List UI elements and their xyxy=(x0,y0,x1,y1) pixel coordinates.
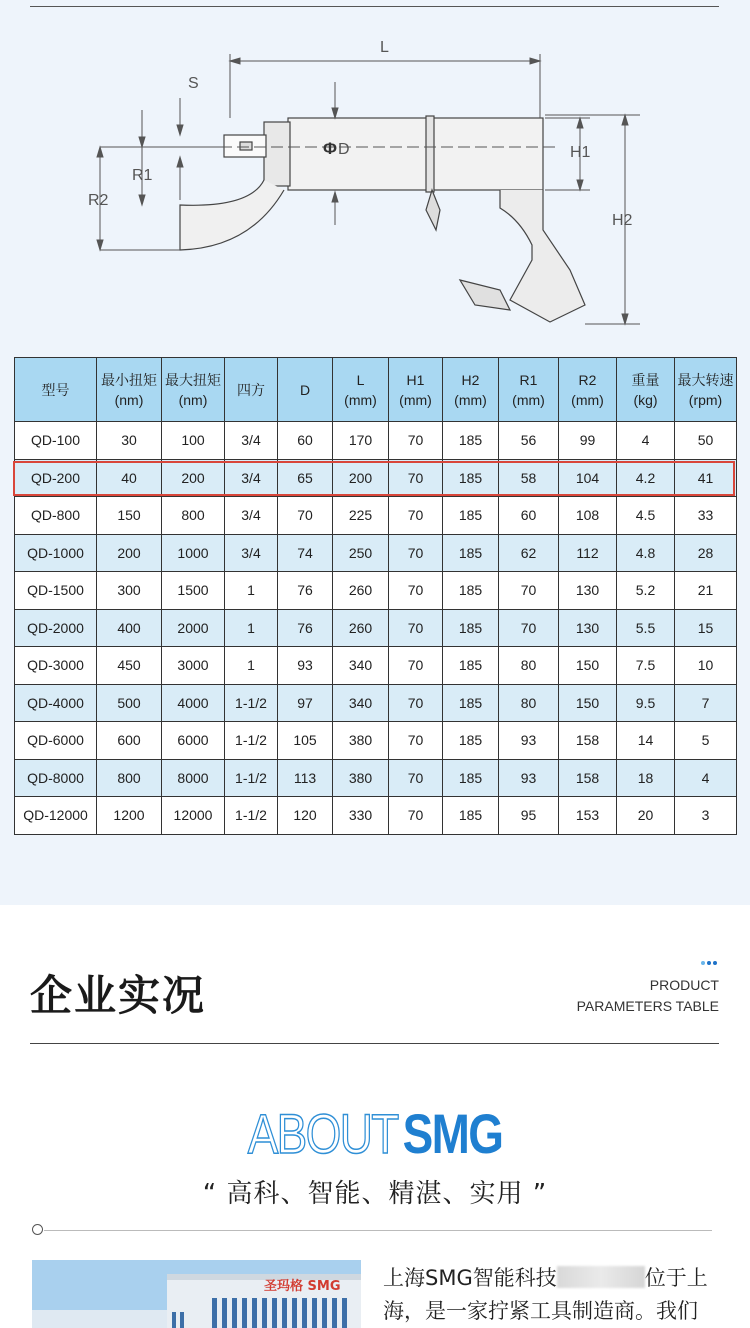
table-cell: 4000 xyxy=(162,684,225,722)
table-cell: 170 xyxy=(333,422,389,460)
table-cell: 130 xyxy=(559,572,617,610)
table-cell: 65 xyxy=(278,459,333,497)
table-cell: 112 xyxy=(559,534,617,572)
table-row xyxy=(15,534,737,572)
dim-label-R2: R2 xyxy=(88,192,109,209)
column-header-line: (rpm) xyxy=(688,391,723,408)
column-header-line: (mm) xyxy=(399,391,432,408)
model-cell: QD-100 xyxy=(15,422,97,460)
table-cell: 80 xyxy=(499,684,559,722)
table-row xyxy=(15,797,737,835)
dim-label-H1: H1 xyxy=(570,144,591,161)
table-cell: 4 xyxy=(617,422,675,460)
table-cell: 400 xyxy=(97,609,162,647)
table-cell: 10 xyxy=(675,647,737,685)
table-cell: 70 xyxy=(389,534,443,572)
table-cell: 93 xyxy=(278,647,333,685)
table-cell: 600 xyxy=(97,722,162,760)
column-header-line: (mm) xyxy=(454,391,487,408)
table-cell: 340 xyxy=(333,684,389,722)
column-header-line: 最大扭矩 xyxy=(165,371,221,388)
column-header-line: L xyxy=(356,371,365,388)
table-cell: 70 xyxy=(389,722,443,760)
table-cell: 50 xyxy=(675,422,737,460)
table-cell: 185 xyxy=(443,534,499,572)
column-header-line: R2 xyxy=(578,371,597,388)
table-cell: 225 xyxy=(333,497,389,535)
column-header-line: 型号 xyxy=(41,381,70,398)
column-header xyxy=(97,358,162,422)
table-cell: 260 xyxy=(333,572,389,610)
table-cell: 1 xyxy=(225,572,278,610)
dim-label-S: S xyxy=(188,75,199,92)
dim-label-phi: Φ xyxy=(323,139,337,158)
table-cell: 340 xyxy=(333,647,389,685)
model-cell: QD-2000 xyxy=(15,609,97,647)
column-header xyxy=(443,358,499,422)
table-cell: 260 xyxy=(333,609,389,647)
table-cell: 3000 xyxy=(162,647,225,685)
table-cell: 153 xyxy=(559,797,617,835)
table-cell: 130 xyxy=(559,609,617,647)
table-cell: 500 xyxy=(97,684,162,722)
model-cell: QD-1500 xyxy=(15,572,97,610)
table-cell: 80 xyxy=(499,647,559,685)
circle-icon xyxy=(32,1224,43,1235)
table-cell: 185 xyxy=(443,459,499,497)
table-cell: 95 xyxy=(499,797,559,835)
table-cell: 158 xyxy=(559,722,617,760)
table-cell: 108 xyxy=(559,497,617,535)
table-cell: 1-1/2 xyxy=(225,797,278,835)
model-cell: QD-200 xyxy=(15,459,97,497)
table-cell: 200 xyxy=(162,459,225,497)
column-header-line: (mm) xyxy=(512,391,545,408)
table-cell: 185 xyxy=(443,609,499,647)
column-header xyxy=(617,358,675,422)
table-cell: 185 xyxy=(443,497,499,535)
table-cell: 150 xyxy=(97,497,162,535)
tool-dimension-diagram xyxy=(80,30,660,340)
table-cell: 150 xyxy=(559,647,617,685)
table-cell: 4.8 xyxy=(617,534,675,572)
column-header xyxy=(559,358,617,422)
table-row xyxy=(15,497,737,535)
table-cell: 60 xyxy=(499,497,559,535)
table-cell: 18 xyxy=(617,759,675,797)
table-row xyxy=(15,609,737,647)
table-cell: 74 xyxy=(278,534,333,572)
table-cell: 40 xyxy=(97,459,162,497)
column-header-line: 重量 xyxy=(631,371,660,388)
table-cell: 3/4 xyxy=(225,422,278,460)
section-subtitle-line1: PRODUCT xyxy=(649,977,719,993)
company-intro xyxy=(383,1262,723,1328)
section-divider xyxy=(30,1043,719,1044)
table-cell: 5.5 xyxy=(617,609,675,647)
table-cell: 76 xyxy=(278,609,333,647)
about-heading xyxy=(68,1103,683,1165)
table-row xyxy=(15,459,737,497)
section-subtitle-line2: PARAMETERS TABLE xyxy=(576,998,719,1014)
spec-table xyxy=(14,357,737,835)
table-cell: 185 xyxy=(443,722,499,760)
table-cell: 28 xyxy=(675,534,737,572)
table-cell: 3 xyxy=(675,797,737,835)
table-cell: 30 xyxy=(97,422,162,460)
table-cell: 9.5 xyxy=(617,684,675,722)
table-cell: 185 xyxy=(443,422,499,460)
table-cell: 800 xyxy=(97,759,162,797)
table-cell: 450 xyxy=(97,647,162,685)
column-header xyxy=(278,358,333,422)
table-cell: 21 xyxy=(675,572,737,610)
table-cell: 4.5 xyxy=(617,497,675,535)
column-header-line: R1 xyxy=(519,371,538,388)
slogan: “ 高科、智能、精湛、实用 ” xyxy=(202,1179,548,1209)
table-cell: 120 xyxy=(278,797,333,835)
table-cell: 330 xyxy=(333,797,389,835)
dim-label-D: D xyxy=(338,141,350,158)
table-cell: 70 xyxy=(389,759,443,797)
dots-icon xyxy=(699,961,717,965)
table-cell: 4.2 xyxy=(617,459,675,497)
top-divider xyxy=(30,6,719,7)
table-cell: 185 xyxy=(443,797,499,835)
table-cell: 185 xyxy=(443,647,499,685)
table-cell: 100 xyxy=(162,422,225,460)
table-cell: 70 xyxy=(389,797,443,835)
table-cell: 200 xyxy=(333,459,389,497)
column-header-line: 最小扭矩 xyxy=(101,371,157,388)
company-building-photo xyxy=(32,1260,361,1328)
model-cell: QD-3000 xyxy=(15,647,97,685)
dim-label-H2: H2 xyxy=(612,212,633,229)
table-cell: 70 xyxy=(389,572,443,610)
table-cell: 76 xyxy=(278,572,333,610)
table-cell: 104 xyxy=(559,459,617,497)
model-cell: QD-1000 xyxy=(15,534,97,572)
table-cell: 8000 xyxy=(162,759,225,797)
table-cell: 2000 xyxy=(162,609,225,647)
table-row xyxy=(15,572,737,610)
table-cell: 70 xyxy=(499,609,559,647)
column-header-line: (mm) xyxy=(344,391,377,408)
table-cell: 93 xyxy=(499,759,559,797)
table-cell: 33 xyxy=(675,497,737,535)
column-header-line: (nm) xyxy=(178,391,208,408)
dim-label-R1: R1 xyxy=(132,167,153,184)
table-cell: 15 xyxy=(675,609,737,647)
building-sign: 圣玛格 SMG xyxy=(264,1279,341,1294)
table-cell: 800 xyxy=(162,497,225,535)
table-cell: 5 xyxy=(675,722,737,760)
table-cell: 380 xyxy=(333,722,389,760)
table-cell: 185 xyxy=(443,572,499,610)
table-cell: 200 xyxy=(97,534,162,572)
table-cell: 62 xyxy=(499,534,559,572)
table-cell: 56 xyxy=(499,422,559,460)
table-cell: 70 xyxy=(278,497,333,535)
table-cell: 97 xyxy=(278,684,333,722)
table-cell: 41 xyxy=(675,459,737,497)
table-cell: 1500 xyxy=(162,572,225,610)
dim-label-L: L xyxy=(380,39,389,56)
table-cell: 300 xyxy=(97,572,162,610)
table-cell: 70 xyxy=(389,497,443,535)
table-cell: 7 xyxy=(675,684,737,722)
table-cell: 1-1/2 xyxy=(225,684,278,722)
table-cell: 1 xyxy=(225,609,278,647)
column-header xyxy=(675,358,737,422)
table-cell: 5.2 xyxy=(617,572,675,610)
table-row xyxy=(15,759,737,797)
table-cell: 6000 xyxy=(162,722,225,760)
table-cell: 20 xyxy=(617,797,675,835)
column-header-line: 四方 xyxy=(237,381,265,398)
column-header xyxy=(333,358,389,422)
table-cell: 4 xyxy=(675,759,737,797)
column-header-line: (nm) xyxy=(114,391,144,408)
table-cell: 70 xyxy=(389,422,443,460)
model-cell: QD-4000 xyxy=(15,684,97,722)
column-header-line: (kg) xyxy=(633,391,658,408)
column-header-line: (mm) xyxy=(571,391,604,408)
table-cell: 185 xyxy=(443,759,499,797)
column-header xyxy=(389,358,443,422)
column-header xyxy=(499,358,559,422)
table-cell: 1-1/2 xyxy=(225,722,278,760)
column-header xyxy=(225,358,278,422)
table-row xyxy=(15,422,737,460)
table-cell: 1-1/2 xyxy=(225,759,278,797)
model-cell: QD-800 xyxy=(15,497,97,535)
section-title: 企业实况 xyxy=(30,971,207,1020)
table-cell: 113 xyxy=(278,759,333,797)
table-cell: 70 xyxy=(389,609,443,647)
timeline-divider xyxy=(32,1223,712,1237)
column-header-line: H2 xyxy=(461,371,480,388)
table-cell: 58 xyxy=(499,459,559,497)
table-cell: 93 xyxy=(499,722,559,760)
table-cell: 70 xyxy=(389,459,443,497)
table-cell: 99 xyxy=(559,422,617,460)
about-word: ABOUT xyxy=(247,1102,398,1165)
table-cell: 3/4 xyxy=(225,534,278,572)
table-cell: 70 xyxy=(389,684,443,722)
table-cell: 3/4 xyxy=(225,459,278,497)
table-cell: 70 xyxy=(499,572,559,610)
model-cell: QD-12000 xyxy=(15,797,97,835)
table-cell: 1 xyxy=(225,647,278,685)
column-header-line: D xyxy=(299,381,311,398)
model-cell: QD-6000 xyxy=(15,722,97,760)
brand-word: SMG xyxy=(402,1102,503,1165)
table-cell: 3/4 xyxy=(225,497,278,535)
model-cell: QD-8000 xyxy=(15,759,97,797)
table-cell: 105 xyxy=(278,722,333,760)
column-header-line: 最大转速 xyxy=(677,371,734,388)
column-header xyxy=(15,358,97,422)
table-row xyxy=(15,647,737,685)
intro-text-b: 位于上海，是一家拧紧工具制造商。我们 xyxy=(383,1266,708,1323)
blurred-company-name xyxy=(557,1266,645,1288)
column-header xyxy=(162,358,225,422)
table-cell: 250 xyxy=(333,534,389,572)
table-cell: 158 xyxy=(559,759,617,797)
section-subtitle-en xyxy=(577,975,719,1017)
table-cell: 1200 xyxy=(97,797,162,835)
table-cell: 1000 xyxy=(162,534,225,572)
table-header-row xyxy=(15,358,737,422)
table-cell: 380 xyxy=(333,759,389,797)
column-header-line: H1 xyxy=(406,371,425,388)
table-cell: 14 xyxy=(617,722,675,760)
intro-text-a: 上海SMG智能科技 xyxy=(383,1266,557,1290)
table-cell: 185 xyxy=(443,684,499,722)
table-row xyxy=(15,722,737,760)
table-cell: 70 xyxy=(389,647,443,685)
table-cell: 150 xyxy=(559,684,617,722)
table-cell: 7.5 xyxy=(617,647,675,685)
table-cell: 12000 xyxy=(162,797,225,835)
table-cell: 60 xyxy=(278,422,333,460)
table-row xyxy=(15,684,737,722)
